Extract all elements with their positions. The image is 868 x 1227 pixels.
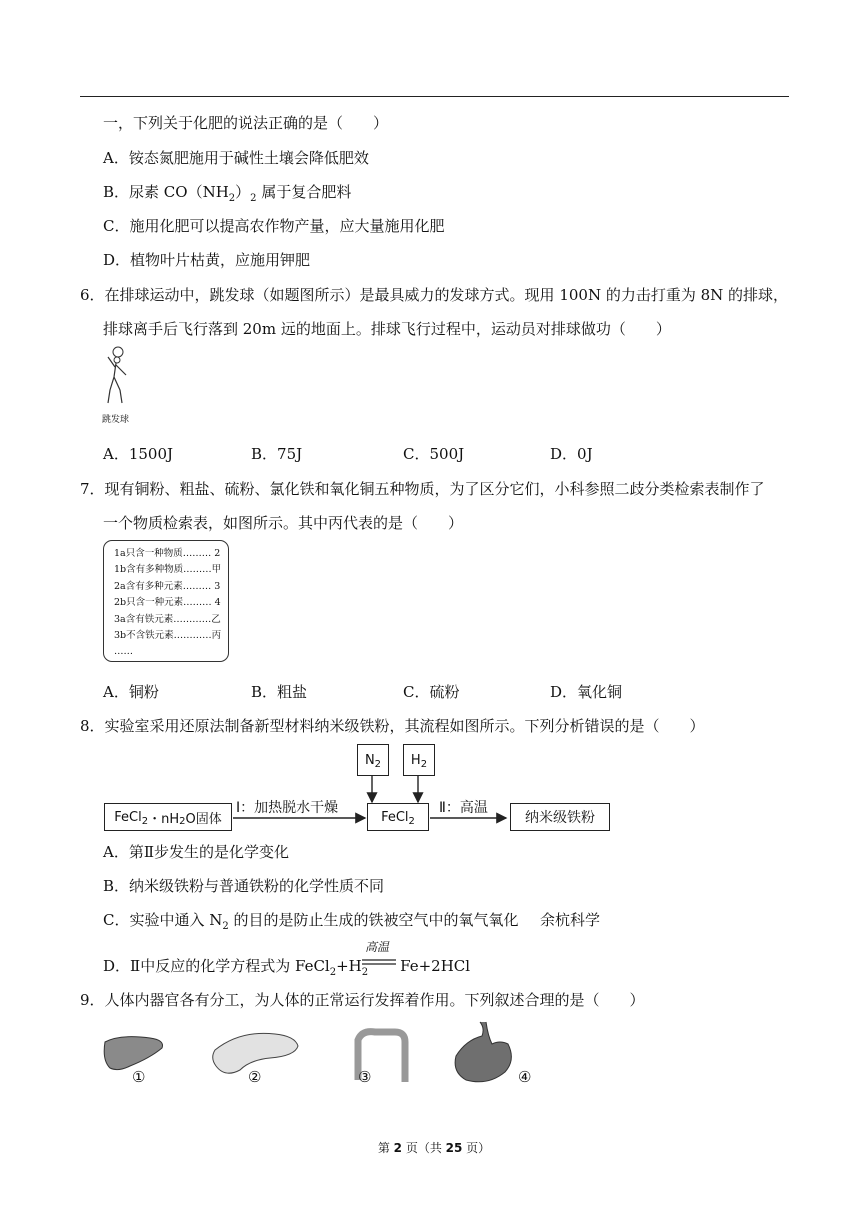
q5-option-d: D．植物叶片枯黄，应施用钾肥 [103,251,311,269]
liver-icon [104,1037,162,1070]
key-line: 1a只含一种物质……… 2 [114,548,221,559]
q8-stem: 8．实验室采用还原法制备新型材料纳米级铁粉，其流程如图所示。下列分析错误的是（ ） [80,717,705,735]
q7-stem-line1: 7．现有铜粉、粗盐、硫粉、氯化铁和氧化铜五种物质，为了区分它们，小科参照二歧分类检索表制作了 [80,480,765,498]
q7-option-c: C．硫粉 [403,683,460,701]
q7-option-b: B．粗盐 [251,683,308,701]
equals-sign [362,958,398,966]
stomach-icon [455,1022,511,1082]
key-line: 3b不含铁元素…………丙 [114,630,222,642]
q8-option-d: D．Ⅱ中反应的化学方程式为 $FeCl_2+H_2$ Fe+2HCl [103,957,471,978]
q5-stem: 一，下列关于化肥的说法正确的是（ ） [103,114,389,132]
q5-option-c: C．施用化肥可以提高农作物产量，应大量施用化肥 [103,217,445,235]
flow-mid-box: FeCl 2 [367,803,429,831]
organ-label-2: ② [248,1068,262,1086]
q7-option-a: A．铜粉 [103,683,159,701]
key-line: 3a含有铁元素…………乙 [114,613,221,625]
key-line: …… [114,646,133,658]
organ-label-1: ① [132,1068,146,1086]
key-line: 1b含有多种物质………甲 [114,564,222,576]
key-line: 2a含有多种元素……… 3 [114,580,221,592]
watermark-text: 余杭科学 [540,911,601,929]
flow-start-box: FeCl 2 ・nH 2 O固体 [104,803,232,831]
reaction-condition: 高温 [365,940,390,954]
header-rule [80,96,789,97]
q8-option-a: A．第Ⅱ步发生的是化学变化 [103,843,290,861]
h2-input-box: H 2 [403,744,435,776]
page-footer: 第 2 页（共 25 页） [377,1141,491,1155]
q6-option-b: B．75J [251,445,303,463]
classification-key-box [103,540,229,662]
flow-end-box: 纳米级铁粉 [510,803,610,831]
q7-option-d: D．氧化铜 [550,683,623,701]
q6-option-c: C．500J [403,445,465,463]
q8-option-b: B．纳米级铁粉与普通铁粉的化学性质不同 [103,877,385,895]
organ-label-3: ③ [358,1068,372,1086]
q6-figure-caption: 跳发球 [102,415,130,425]
q9-stem: 9．人体内器官各有分工，为人体的正常运行发挥着作用。下列叙述合理的是（ ） [80,991,645,1009]
volleyball-player-figure [100,345,140,415]
flow-step1-label: Ⅰ：加热脱水干燥 [236,800,339,816]
q5-option-b: B．尿素 $CO(NH_2)_2$ 属于复合肥料 [103,183,352,204]
flow-step2-label: Ⅱ：高温 [439,800,488,816]
q5-option-a: A．铵态氮肥施用于碱性土壤会降低肥效 [103,149,369,167]
q6-stem-line2: 排球离手后飞行落到 20m 远的地面上。排球飞行过程中，运动员对排球做功（ ） [103,320,671,338]
key-line: 2b只含一种元素……… 4 [114,597,221,609]
organs-figure [100,1020,550,1100]
q6-stem-line1: 6．在排球运动中，跳发球（如题图所示）是最具威力的发球方式。现用 100N 的力击打重为 8N 的排球， [80,286,789,304]
q7-stem-line2: 一个物质检索表，如图所示。其中丙代表的是（ ） [103,514,464,532]
q6-option-a: A．1500J [103,445,174,463]
organ-label-4: ④ [518,1068,532,1086]
q8-option-c: C．实验中通入 $N_2$ 的目的是防止生成的铁被空气中的氧气氧化 [103,911,519,932]
n2-input-box: N 2 [357,744,389,776]
q6-option-d: D．0J [550,445,593,463]
